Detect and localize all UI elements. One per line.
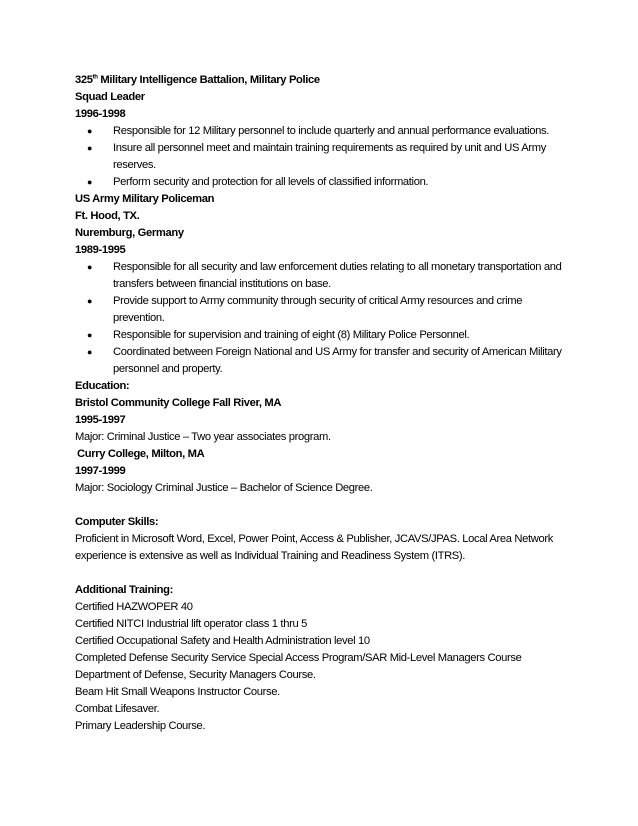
training-item: Certified HAZWOPER 40 (75, 601, 193, 613)
bullet-icon: ● (87, 347, 93, 357)
education-major-1: Major: Criminal Justice – Two year associates program. (75, 431, 331, 443)
unit2-duties-list (75, 259, 575, 378)
training-item: Combat Lifesaver. (75, 703, 160, 715)
education-school-2: Curry College, Milton, MA (77, 448, 205, 460)
training-item: Department of Defense, Security Managers Course. (75, 669, 316, 681)
section-spacer (75, 497, 575, 514)
list-item: ● Responsible for all security and law enforcement duties relating to all monetary transportation and transfers between financial institutions on base. (87, 261, 562, 290)
unit1-role: Squad Leader (75, 91, 145, 103)
training-item: Certified Occupational Safety and Health Administration level 10 (75, 635, 370, 647)
unit1-duties-list (75, 123, 575, 191)
skills-text: Proficient in Microsoft Word, Excel, Power Point, Access & Publisher, JCAVS/JPAS. Local Area Network experience is extensive as well as Individual Training and Readiness System (ITRS). (75, 533, 553, 562)
education-years-1: 1995-1997 (75, 414, 126, 426)
list-item: ● Insure all personnel meet and maintain training requirements as required by unit and US Army reserves. (87, 142, 546, 171)
skills-heading: Computer Skills: (75, 516, 159, 528)
unit2-location-1: Ft. Hood, TX. (75, 210, 140, 222)
education-school-1: Bristol Community College Fall River, MA (75, 397, 282, 409)
list-item: ● Provide support to Army community through security of critical Army resources and crime prevention. (87, 295, 523, 324)
bullet-icon: ● (87, 296, 93, 306)
list-item: ● Responsible for 12 Military personnel to include quarterly and annual performance evaluations. (75, 123, 575, 140)
bullet-icon: ● (87, 330, 93, 340)
section-spacer (75, 565, 575, 582)
training-item: Beam Hit Small Weapons Instructor Course. (75, 686, 280, 698)
unit2-role: US Army Military Policeman (75, 193, 215, 205)
unit1-heading (75, 72, 575, 89)
education-years-2: 1997-1999 (75, 465, 126, 477)
unit2-years: 1989-1995 (75, 244, 126, 256)
bullet-icon: ● (87, 143, 93, 153)
training-item: Completed Defense Security Service Special Access Program/SAR Mid-Level Managers Course (75, 652, 522, 664)
resume-page (75, 72, 575, 735)
unit1-suffix: th (92, 74, 98, 81)
bullet-icon: ● (87, 262, 93, 272)
bullet-icon: ● (87, 177, 93, 187)
unit1-number: 325 (75, 74, 93, 86)
education-major-2: Major: Sociology Criminal Justice – Bachelor of Science Degree. (75, 482, 373, 494)
education-heading: Education: (75, 380, 130, 392)
training-item: Primary Leadership Course. (75, 720, 206, 732)
list-item: ● Coordinated between Foreign National and US Army for transfer and security of American Military personnel and property. (87, 346, 562, 375)
bullet-icon: ● (87, 126, 93, 136)
training-item: Certified NITCI Industrial lift operator class 1 thru 5 (75, 618, 307, 630)
list-item: ● Perform security and protection for all levels of classified information. (75, 174, 575, 191)
list-item: ● Responsible for supervision and training of eight (8) Military Police Personnel. (75, 327, 575, 344)
training-heading: Additional Training: (75, 584, 174, 596)
unit1-name: Military Intelligence Battalion, Military Police (100, 74, 320, 86)
unit1-years: 1996-1998 (75, 108, 126, 120)
unit2-location-2: Nuremburg, Germany (75, 227, 184, 239)
